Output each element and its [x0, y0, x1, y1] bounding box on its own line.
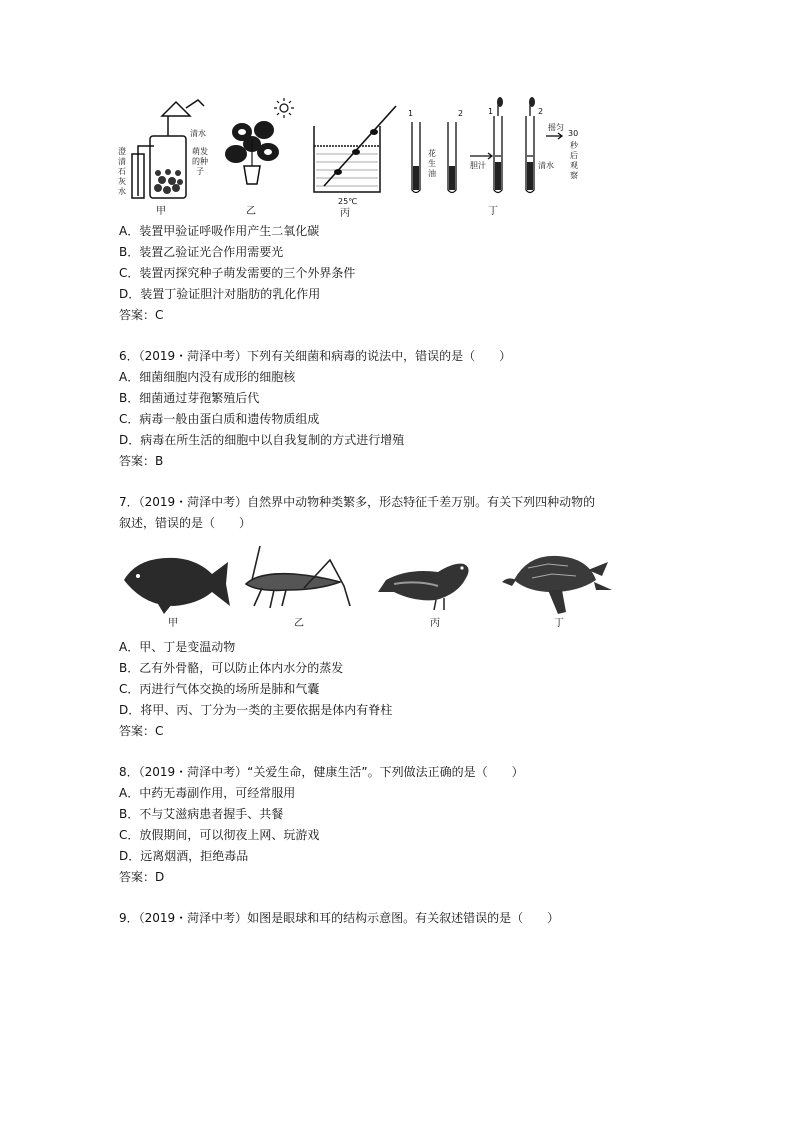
pigeon-image — [378, 564, 469, 610]
label-peanut-oil-2: 生 — [428, 159, 436, 168]
tube-label-2a: 2 — [458, 109, 464, 118]
tube-label-1b: 1 — [488, 107, 494, 116]
q7-stem-line2: 叙述，错误的是（ ） — [119, 516, 252, 530]
animal-label-ding: 丁 — [554, 618, 564, 629]
label-observe-1: 30 — [568, 129, 579, 138]
label-limewater-5: 水 — [118, 187, 126, 196]
label-water2: 清水 — [538, 161, 554, 170]
label-observe-3: 后 — [570, 151, 578, 160]
label-ding: 丁 — [488, 206, 498, 217]
q6-option-b: B．细菌通过芽孢繁殖后代 — [119, 391, 260, 405]
q6-answer: 答案：B — [119, 454, 164, 468]
apparatus-yi — [225, 98, 294, 184]
label-limewater-3: 石 — [118, 167, 126, 176]
label-peanut-oil-1: 花 — [428, 149, 436, 158]
animals-figure — [118, 540, 678, 630]
label-limewater-2: 清 — [118, 157, 126, 166]
label-limewater-4: 灰 — [118, 177, 126, 186]
grasshopper-image — [246, 546, 350, 608]
label-seeds-2: 的种 — [192, 157, 208, 166]
label-observe-4: 观 — [570, 161, 578, 170]
animal-label-yi: 乙 — [294, 618, 304, 629]
label-observe-5: 察 — [570, 171, 578, 180]
q5-option-a: A．装置甲验证呼吸作用产生二氧化碳 — [119, 224, 320, 238]
q5-option-b: B．装置乙验证光合作用需要光 — [119, 245, 284, 259]
apparatus-bing — [314, 106, 396, 192]
q5-option-c: C．装置丙探究种子萌发需要的三个外界条件 — [119, 266, 356, 280]
q5-answer: 答案：C — [119, 308, 164, 322]
q8-option-a: A．中药无毒副作用，可经常服用 — [119, 786, 296, 800]
label-observe-2: 秒 — [570, 141, 578, 150]
q6-option-d: D．病毒在所生活的细胞中以自我复制的方式进行增殖 — [119, 433, 405, 447]
label-bing: 丙 — [340, 208, 350, 219]
q5-option-d: D．装置丁验证胆汁对脂肪的乳化作用 — [119, 287, 321, 301]
q9-stem: 9．（2019・菏泽中考）如图是眼球和耳的结构示意图。有关叙述错误的是（ ） — [119, 911, 560, 925]
label-bile: 胆汁 — [470, 161, 486, 170]
turtle-image — [502, 556, 612, 614]
label-seeds-1: 萌发 — [192, 147, 208, 156]
label-water: 清水 — [190, 129, 206, 138]
q8-answer: 答案：D — [119, 870, 165, 884]
label-temp: 25℃ — [338, 197, 358, 206]
q7-option-b: B．乙有外骨骼，可以防止体内水分的蒸发 — [119, 661, 344, 675]
label-yi: 乙 — [246, 206, 256, 217]
label-peanut-oil-3: 油 — [428, 169, 436, 178]
tube-label-2b: 2 — [538, 107, 544, 116]
q7-option-d: D．将甲、丙、丁分为一类的主要依据是体内有脊柱 — [119, 703, 393, 717]
q8-stem: 8．（2019・菏泽中考）“关爱生命，健康生活”。下列做法正确的是（ ） — [119, 765, 524, 779]
q6-stem: 6．（2019・菏泽中考）下列有关细菌和病毒的说法中，错误的是（ ） — [119, 349, 512, 363]
q6-option-c: C．病毒一般由蛋白质和遗传物质组成 — [119, 412, 320, 426]
experiment-apparatus-figure — [118, 96, 678, 220]
q7-option-a: A．甲、丁是变温动物 — [119, 640, 236, 654]
label-limewater-1: 澄 — [118, 147, 126, 156]
animal-label-jia: 甲 — [168, 618, 178, 629]
label-seeds-3: 子 — [196, 167, 204, 176]
q8-option-c: C．放假期间，可以彻夜上网、玩游戏 — [119, 828, 320, 842]
label-shake: 摇匀 — [548, 123, 564, 132]
animal-label-bing: 丙 — [430, 618, 440, 629]
q7-answer: 答案：C — [119, 724, 164, 738]
q8-option-d: D．远离烟酒，拒绝毒品 — [119, 849, 249, 863]
q7-stem-line1: 7．（2019・菏泽中考）自然界中动物种类繁多，形态特征千差万别。有关下列四种动物的 — [119, 495, 596, 509]
fish-image — [124, 558, 230, 614]
label-jia: 甲 — [156, 206, 166, 217]
q6-option-a: A．细菌细胞内没有成形的细胞核 — [119, 370, 296, 384]
tube-label-1a: 1 — [408, 109, 414, 118]
q7-option-c: C．丙进行气体交换的场所是肺和气囊 — [119, 682, 320, 696]
q8-option-b: B．不与艾滋病患者握手、共餐 — [119, 807, 284, 821]
